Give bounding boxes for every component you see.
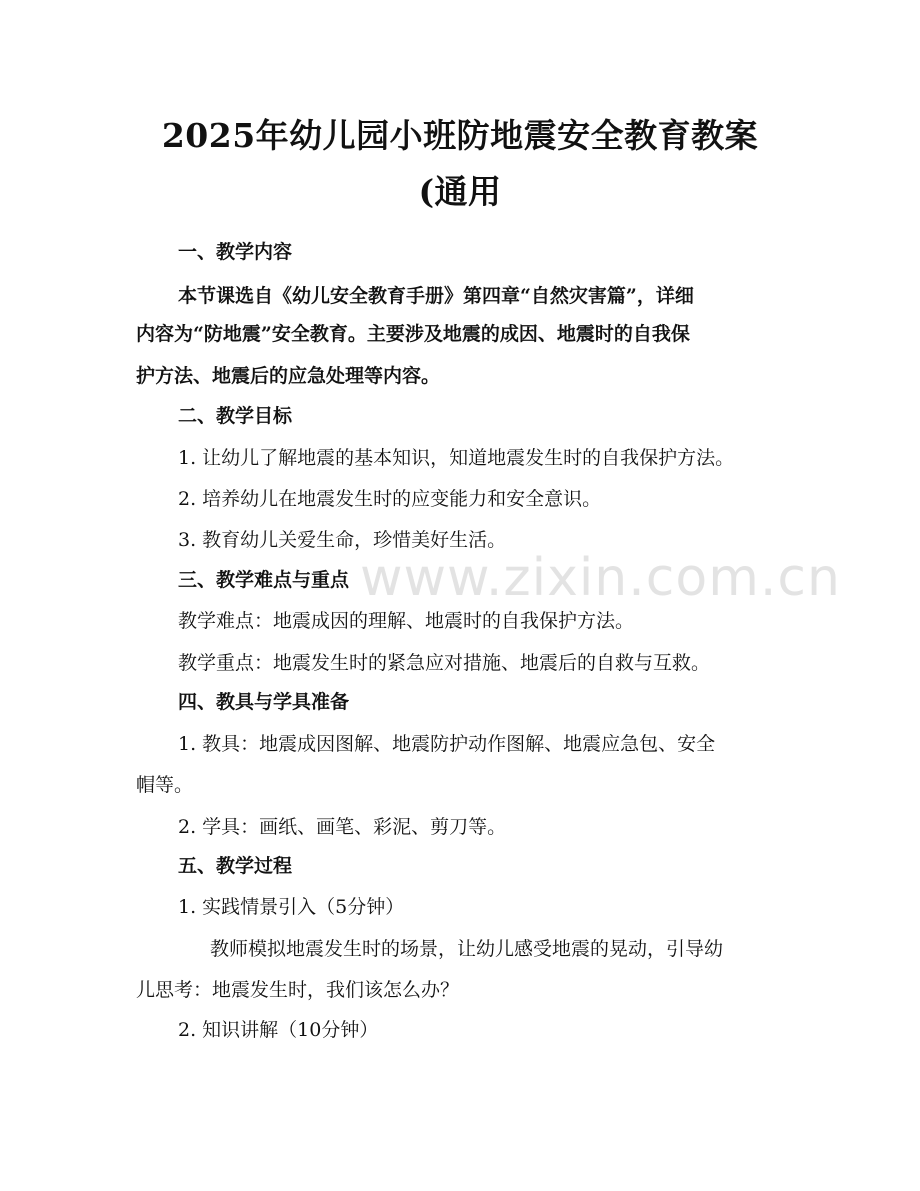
list-item: 2. 学具：画纸、画笔、彩泥、剪刀等。: [178, 816, 507, 838]
paragraph-line: 教学重点：地震发生时的紧急应对措施、地震后的自救与互救。: [178, 652, 711, 674]
paragraph-line: 儿思考：地震发生时，我们该怎么办？: [136, 979, 460, 1001]
list-item: 1. 让幼儿了解地震的基本知识，知道地震发生时的自我保护方法。: [178, 447, 735, 469]
section-heading-process: 五、教学过程: [178, 855, 293, 877]
list-item: 2. 知识讲解（10分钟）: [178, 1019, 379, 1041]
document-title: 2025年幼儿园小班防地震安全教育教案(通用: [161, 116, 759, 211]
paragraph-line: 教师模拟地震发生时的场景，让幼儿感受地震的晃动，引导幼: [210, 938, 724, 960]
paragraph-line: 内容为“防地震”安全教育。主要涉及地震的成因、地震时的自我保: [136, 323, 690, 345]
watermark: www.zixin.com.cn: [360, 548, 841, 608]
section-heading-materials: 四、教具与学具准备: [178, 691, 350, 713]
paragraph-line: 护方法、地震后的应急处理等内容。: [136, 365, 441, 387]
list-item: 1. 教具：地震成因图解、地震防护动作图解、地震应急包、安全: [178, 733, 716, 755]
list-item: 2. 培养幼儿在地震发生时的应变能力和安全意识。: [178, 488, 602, 510]
section-heading-key-points: 三、教学难点与重点: [178, 569, 350, 591]
list-item-continuation: 帽等。: [136, 774, 194, 796]
section-heading-objectives: 二、教学目标: [178, 405, 293, 427]
section-heading-content: 一、教学内容: [178, 241, 293, 263]
list-item: 1. 实践情景引入（5分钟）: [178, 896, 405, 918]
paragraph-line: 教学难点：地震成因的理解、地震时的自我保护方法。: [178, 610, 635, 632]
paragraph-line: 本节课选自《幼儿安全教育手册》第四章“自然灾害篇”，详细: [178, 285, 694, 307]
list-item: 3. 教育幼儿关爱生命，珍惜美好生活。: [178, 529, 507, 551]
